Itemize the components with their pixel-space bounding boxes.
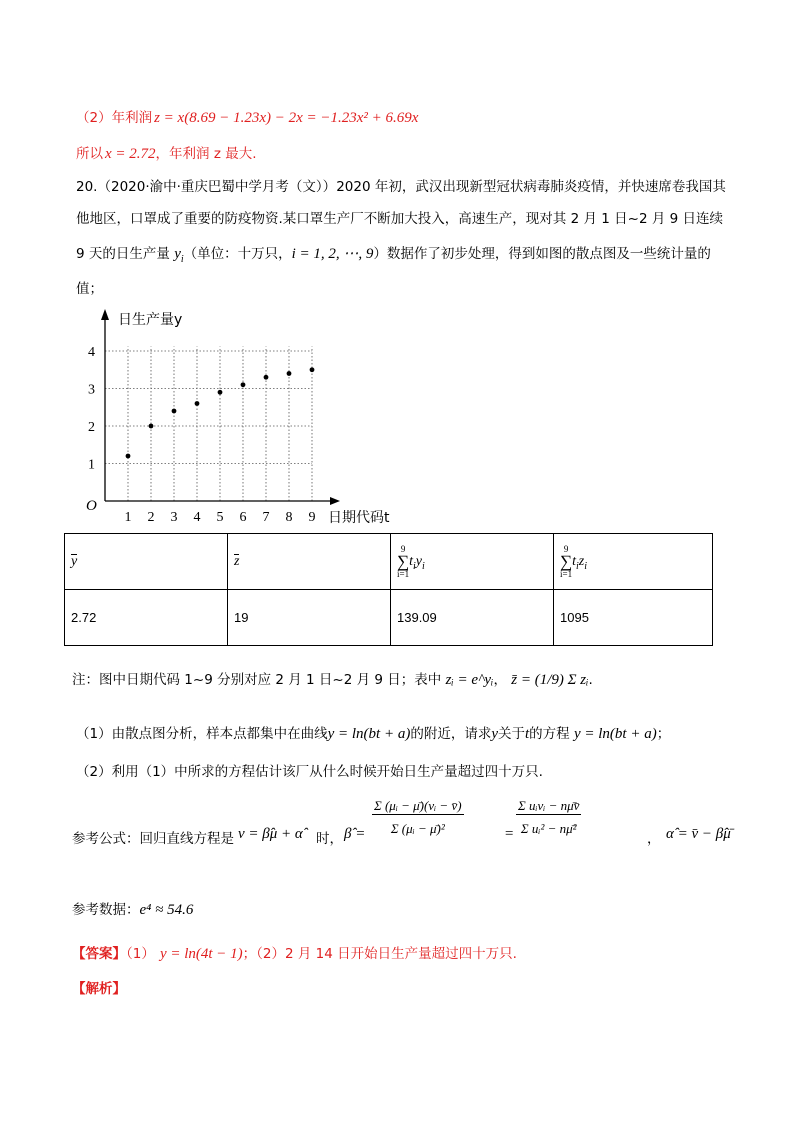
x-tick-label: 2	[147, 510, 155, 525]
q1-text-a: （1）由散点图分析，样本点都集中在曲线	[76, 726, 328, 742]
ref-eq: v = β̂μ + α̂	[238, 826, 303, 842]
q1-text-d: 的方程	[529, 726, 570, 742]
y-tick-label: 3	[88, 382, 95, 398]
note-end: .	[588, 672, 593, 688]
x-tick-label: 8	[285, 510, 293, 525]
q1-text-c: 关于	[498, 726, 525, 742]
note-zdef: zᵢ = e^yᵢ	[445, 672, 494, 688]
x-tick-label: 5	[216, 510, 224, 525]
analysis-tag: 【解析】	[72, 981, 126, 997]
answer-formula: y = ln(4t − 1)	[159, 946, 243, 962]
q1-var-t: t	[525, 726, 530, 742]
header-ybar: y	[65, 534, 228, 590]
ref-num-1: Σ (μᵢ − μ̄)(vᵢ − v̄)	[374, 798, 462, 813]
x-tick-label: 6	[239, 510, 247, 525]
ref-beta: β̂ =	[344, 826, 366, 842]
part2-label: （2）年利润	[76, 110, 153, 126]
chart-labels	[86, 311, 390, 526]
statistics-table	[64, 533, 713, 646]
x-tick-label: 3	[170, 510, 178, 525]
ref-den-1: Σ (μᵢ − μ̄)²	[390, 821, 445, 836]
problem-line-4: 值；	[76, 281, 103, 297]
x-tick-label: 1	[124, 510, 132, 525]
data-point	[310, 367, 315, 372]
ref-fraction-2	[516, 798, 581, 837]
ref-fraction-1	[372, 798, 464, 837]
ref-den-2: Σ uᵢ² − nμ̄²	[520, 821, 577, 836]
ref-num-2: Σ uᵢvᵢ − nμ̄v̄	[518, 798, 580, 813]
answer-part1: （1）	[126, 946, 155, 962]
line3-index: i = 1, 2, ⋯, 9	[291, 246, 374, 262]
ref-data-label: 参考数据：	[72, 902, 140, 918]
q1-var-y: y	[491, 726, 498, 742]
y-tick-label: 1	[88, 457, 95, 473]
ref-when: 时，	[316, 831, 343, 847]
problem-line1-text: 2020 年初，武汉出现新型冠状病毒肺炎疫情，并快速席卷我国其	[336, 179, 726, 195]
scatter-chart	[0, 0, 793, 540]
table-header-row	[65, 534, 713, 590]
cell-sum-ty: 139.09	[391, 590, 554, 646]
y-axis-label: 日生产量y	[118, 312, 183, 328]
y-tick-label: 4	[88, 345, 95, 360]
data-point	[149, 424, 154, 429]
part2-formula: z = x(8.69 − 1.23x) − 2x = −1.23x² + 6.69x	[154, 110, 419, 126]
q1-text-b: 的附近，请求	[410, 726, 492, 742]
header-zbar: z	[228, 534, 391, 590]
question-2: （2）利用（1）中所求的方程估计该厂从什么时候开始日生产量超过四十万只.	[76, 764, 543, 780]
data-point	[195, 401, 200, 406]
conclusion-formula: x = 2.72	[105, 146, 156, 162]
x-tick-label: 7	[262, 510, 270, 525]
origin-label: O	[86, 498, 97, 514]
answer-line	[72, 942, 517, 963]
ref-label: 参考公式：回归直线方程是	[72, 831, 234, 847]
note-sep: ，	[493, 672, 507, 688]
x-tick-label: 4	[193, 510, 201, 525]
x-axis-arrow	[330, 497, 340, 505]
q1-text-e: ；	[656, 726, 671, 742]
cell-sum-tz: 1095	[554, 590, 713, 646]
line3-c: ）数据作了初步处理，得到如图的散点图及一些统计量的	[373, 246, 711, 262]
answer-tag: 【答案】	[72, 946, 126, 962]
problem-line-2: 他地区，口罩成了重要的防疫物资.某口罩生产厂不断加大投入，高速生产，现对其 2 月 1 日~2 月 9 日连续	[76, 211, 723, 227]
note-line	[72, 668, 593, 689]
conclusion-prefix: 所以	[76, 146, 103, 162]
conclusion-suffix: ，年利润 z 最大.	[155, 146, 257, 162]
note-zbar: z̄ = (1/9) Σ zᵢ	[511, 672, 589, 688]
equals-sign: =	[504, 826, 515, 842]
question-1	[76, 722, 670, 743]
y-axis-arrow	[101, 309, 109, 320]
note-text: 注：图中日期代码 1~9 分别对应 2 月 1 日~2 月 9 日；表中	[72, 672, 442, 688]
cell-zbar: 19	[228, 590, 391, 646]
data-point	[241, 382, 246, 387]
ref-data-value: e⁴ ≈ 54.6	[139, 902, 194, 918]
answer-part2: ；（2）2 月 14 日开始日生产量超过四十万只.	[242, 946, 517, 962]
data-point	[126, 454, 131, 459]
data-point	[264, 375, 269, 380]
line3-a: 9 天的日生产量	[76, 246, 170, 262]
line3-var: $y_i$	[174, 246, 184, 265]
ref-alpha: α̂ = v̄ − β̂μ̄	[666, 826, 731, 842]
q1-formula-1: y = ln(bt + a)	[327, 726, 411, 742]
chart-ticks	[88, 345, 316, 525]
x-axis-label: 日期代码t	[328, 510, 390, 526]
table-row	[65, 590, 713, 646]
chart-axes	[101, 309, 340, 505]
header-sum-tz: 9 ∑ $i=1t_iz_i$	[554, 534, 713, 590]
chart-grid	[105, 347, 312, 502]
header-sum-ty: 9 ∑ $i=1t_iy_i$	[391, 534, 554, 590]
data-point	[172, 409, 177, 414]
data-point	[218, 390, 223, 395]
data-point	[287, 371, 292, 376]
y-tick-label: 2	[88, 420, 95, 435]
cell-ybar: 2.72	[65, 590, 228, 646]
problem-source: （2020·渝中·重庆巴蜀中学月考（文））	[97, 179, 337, 195]
problem-number: 20.	[76, 179, 98, 195]
comma: ，	[647, 831, 661, 847]
reference-data	[72, 898, 193, 919]
q1-formula-2: y = ln(bt + a)	[573, 726, 657, 742]
line3-b: （单位：十万只，	[183, 246, 292, 262]
x-tick-label: 9	[308, 510, 316, 525]
